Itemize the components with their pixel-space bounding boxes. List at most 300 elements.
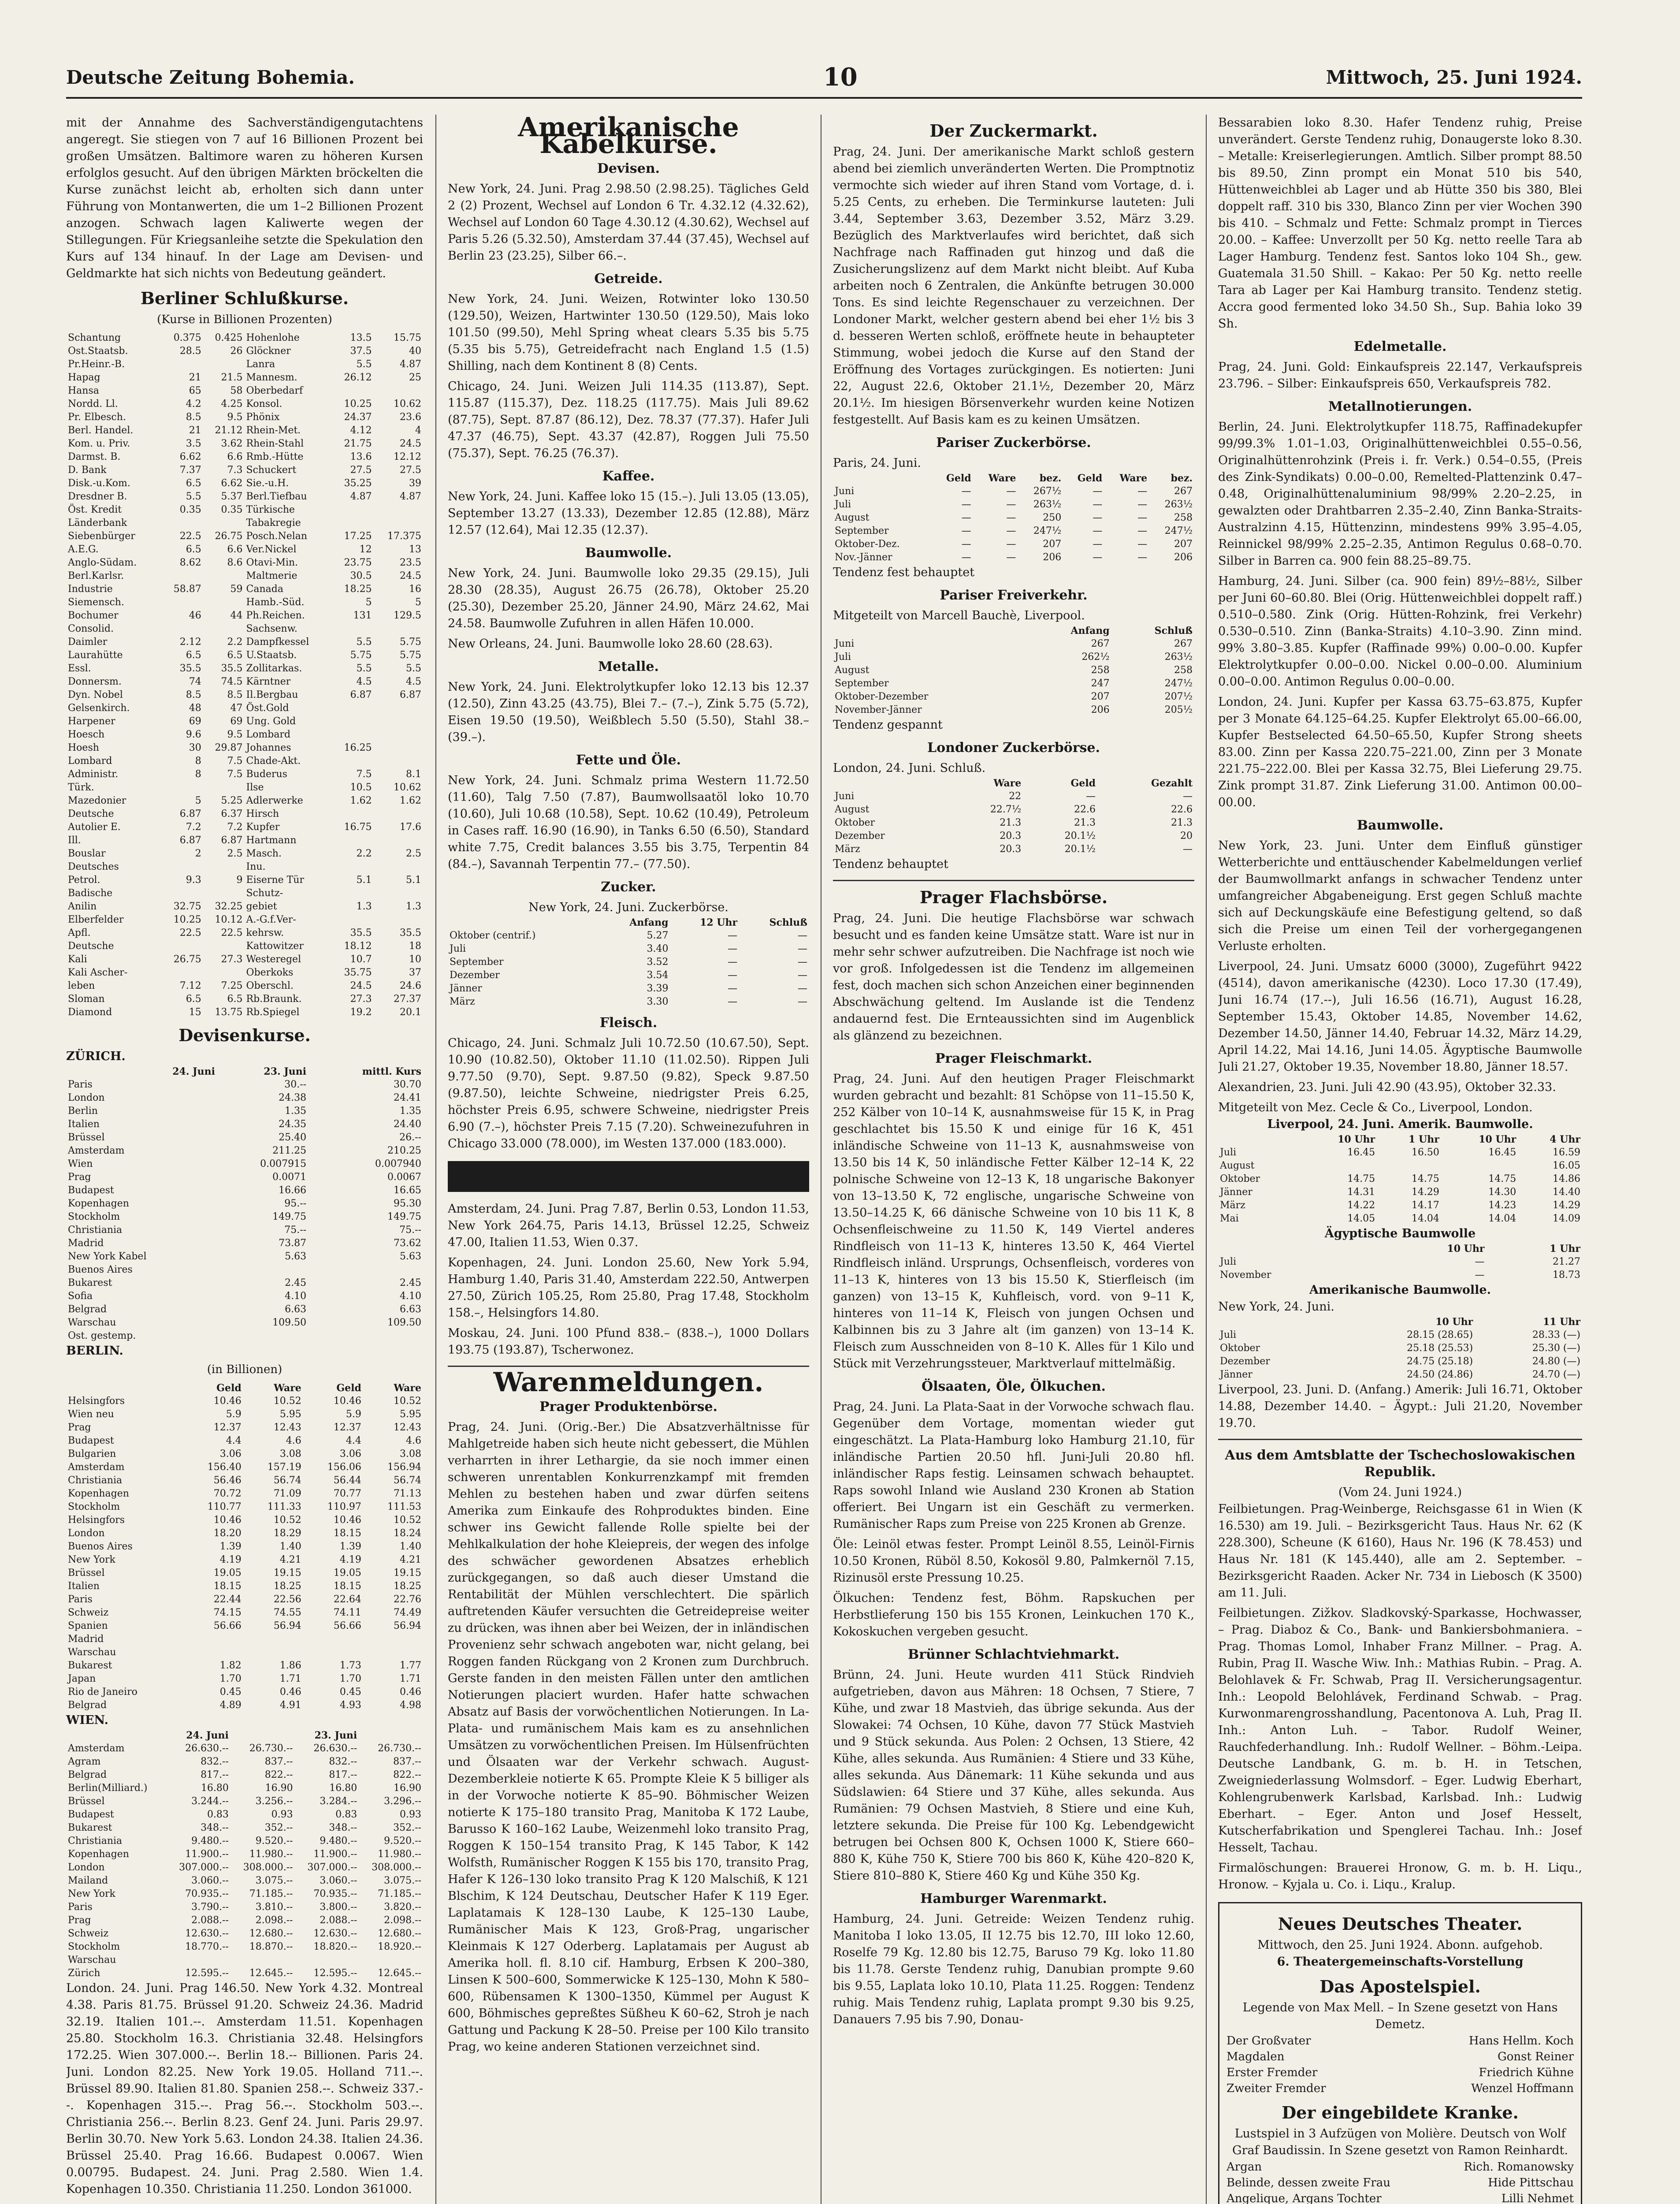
table-cell: [374, 741, 423, 755]
section-fette: Fette und Öle.: [576, 752, 681, 768]
table-cell: 2.088.--: [320, 1915, 357, 1926]
table-header-cell: Schluß: [769, 917, 807, 928]
table-cell: Siemensch.: [68, 597, 124, 608]
table-cell: 13.75: [215, 1007, 243, 1018]
table-cell: 70.77: [333, 1488, 361, 1499]
table-row: [66, 1540, 423, 1553]
table-cell: 6.62: [179, 451, 201, 462]
table-cell: 6.5: [186, 650, 201, 661]
table-header-cell: [230, 1729, 295, 1742]
table-cell: 14.05: [1347, 1213, 1375, 1224]
table-cell: 4.21: [400, 1554, 421, 1565]
table-cell: 18.29: [273, 1528, 301, 1539]
paris-free-title: Pariser Freiverkehr.: [940, 588, 1088, 603]
cast-role: Argan: [1227, 2160, 1262, 2174]
table-cell: Stockholm: [68, 1211, 120, 1222]
table-cell: 22.6: [1171, 804, 1193, 815]
metal-berlin-text: Berlin, 24. Juni. Elektrolytkupfer 118.75, Raffinadekupfer 99/99.3% 1.01–1.03, Originalhüttenweichblei 0.55–0.56, Originalhüttenrohzink (Preis i. fr. Verk.) 0.54–0.55, (Preis des Zink-Syndikats) 0.00–0.00, Remelted-Plattenzink 0.47–0.48, Originalhüttenaluminium 98/99% 2.20–2.25, in gewalzten oder Drahtbarren 2.35–2.40, Zinn Banka-Straits-Australzinn 4.15, Hüttenzinn, mindestens 99% 3.95–4.05, Reinnickel 98/99% 2.25–2.35, Antimon Regulus 0.68–0.70. Silber in Barren ca. 900 fein 88.25–89.75.: [1218, 420, 1582, 568]
table-cell: 17.375: [387, 531, 421, 542]
table-cell: 5.37: [221, 491, 243, 502]
table-row: [66, 1118, 423, 1131]
table-cell: [166, 1954, 230, 1967]
table-cell: —: [1093, 486, 1103, 497]
table-cell: Lombard: [68, 756, 112, 767]
table-cell: 30.70: [394, 1079, 421, 1090]
table-cell: 28.15 (28.65): [1407, 1329, 1473, 1340]
cast-actor: Lilli Nehmet: [1501, 2192, 1574, 2204]
table-cell: 8.1: [406, 769, 421, 780]
table-cell: 10.52: [273, 1515, 301, 1526]
table-cell: Madrid: [68, 1238, 104, 1249]
table-cell: —: [1093, 525, 1103, 536]
cast-actor: Hide Pittschau: [1488, 2176, 1574, 2189]
table-cell: —: [728, 943, 738, 954]
table-row: [66, 728, 423, 741]
table-cell: 26.--: [399, 1132, 421, 1143]
table-row: [66, 1434, 423, 1448]
table-cell: [183, 1633, 243, 1646]
table-cell: [162, 570, 203, 583]
table-row: [66, 1914, 423, 1927]
table-cell: 25.18 (25.53): [1407, 1343, 1473, 1354]
table-cell: 12.645.--: [249, 1968, 293, 1979]
table-cell: Jänner: [1220, 1187, 1253, 1198]
table-cell: Maltmerie: [246, 570, 297, 581]
table-cell: 247: [1091, 678, 1110, 689]
theater-title: Neues Deutsches Theater.: [1278, 1914, 1523, 1934]
table-cell: —: [1093, 512, 1103, 523]
table-cell: 26.730.--: [249, 1743, 293, 1754]
table-row: [66, 1500, 423, 1514]
table-cell: 71.09: [273, 1488, 301, 1499]
table-row: [833, 790, 1194, 803]
flax-exchange-title: Prager Flachsbörse.: [919, 887, 1108, 907]
table-cell: 24.50 (24.86): [1407, 1369, 1473, 1380]
table-cell: [374, 503, 423, 517]
table-cell: —: [1475, 1270, 1485, 1281]
table-cell: [374, 622, 423, 636]
table-cell: [162, 622, 203, 636]
table-cell: 3.060.--: [191, 1875, 229, 1886]
table-row: [448, 942, 809, 956]
table-row: [66, 464, 423, 477]
table-cell: —: [961, 486, 971, 497]
table-header-cell: [448, 916, 599, 929]
play1-cast: [1227, 2033, 1574, 2096]
table-cell: [217, 1329, 308, 1343]
table-header-cell: [1218, 1133, 1300, 1146]
table-cell: Gelsenkirch.: [68, 703, 130, 714]
table-row: [66, 1158, 423, 1171]
table-cell: Oktober: [1220, 1343, 1260, 1354]
theater-box: [1218, 1902, 1582, 2204]
cast-actor: Rich. Romanowsky: [1464, 2160, 1574, 2174]
london-sugar-tendency: Tendenz behauptet: [833, 857, 948, 871]
table-cell: 16.50: [1411, 1147, 1439, 1158]
table-cell: Eiserne Tür: [246, 875, 304, 886]
table-cell: 8.6: [227, 557, 243, 568]
table-cell: 14.75: [1347, 1173, 1375, 1184]
table-cell: London: [68, 1528, 105, 1539]
table-cell: 16.65: [394, 1185, 421, 1196]
table-row: [66, 450, 423, 464]
table-row: [833, 830, 1194, 843]
section-separator: [833, 880, 1194, 881]
table-cell: Pr. Elbesch.: [68, 412, 126, 423]
paris-free-table: [833, 624, 1194, 717]
table-cell: 5.5: [186, 491, 201, 502]
table-cell: [332, 834, 374, 847]
table-cell: 10.52: [394, 1515, 421, 1526]
table-cell: 71.185.--: [378, 1888, 421, 1899]
table-row: [833, 664, 1194, 677]
table-cell: —: [1475, 1256, 1485, 1267]
table-row: [1218, 1355, 1582, 1368]
table-header-cell: Geld: [216, 1382, 242, 1394]
table-cell: 4.87: [400, 491, 421, 502]
table-cell: 12.37: [213, 1422, 242, 1433]
table-cell: 59: [230, 584, 243, 595]
table-row: [66, 768, 423, 781]
table-row: [66, 1927, 423, 1940]
table-cell: 16.90: [265, 1783, 293, 1794]
table-cell: 28.33 (—): [1532, 1329, 1580, 1340]
play1-sub: Legende von Max Mell. – In Szene gesetzt von Hans Demetz.: [1242, 2001, 1558, 2031]
table-cell: Paris: [68, 1079, 93, 1090]
table-cell: [374, 913, 423, 927]
table-cell: 74.55: [273, 1607, 301, 1618]
table-cell: September: [450, 957, 504, 968]
table-row: [66, 1768, 423, 1782]
table-cell: [1377, 1159, 1441, 1173]
section-separator: [1218, 1439, 1582, 1440]
table-cell: Sie.-u.H.: [246, 478, 289, 489]
berlin-closing-subtitle: (Kurse in Billionen Prozenten): [157, 313, 332, 326]
table-row: [66, 927, 423, 940]
table-cell: 348.--: [329, 1822, 357, 1833]
table-cell: 263½: [1164, 652, 1193, 663]
table-cell: Administr.: [68, 769, 119, 780]
table-cell: Mailand: [68, 1875, 108, 1886]
table-cell: 10.62: [394, 782, 421, 793]
table-cell: Sloman: [68, 994, 105, 1005]
table-cell: 16.90: [394, 1783, 421, 1794]
table-cell: [183, 1646, 243, 1659]
table-cell: Rhein-Stahl: [246, 438, 304, 449]
table-cell: Hirsch: [246, 808, 279, 819]
table-cell: 7.12: [179, 980, 201, 991]
table-row: [66, 1901, 423, 1914]
table-cell: 109.50: [387, 1317, 421, 1328]
table-cell: 5.5: [356, 637, 372, 648]
oilseed-text: Prag, 24. Juni. La Plata-Saat in der Vorwoche schwach flau. Gegenüber dem Vortage, momentan wieder gut eingeschätzt. La Plata-Hamburg loko Hamburg 21.10, für inländische Partien 20.50 hfl. Juni-Juli 20.80 hfl. inländischer Raps festig. Leinsamen schwach behauptet. Raps sowohl Inland wie Ausland 230 Kronen ab Station offeriert. Bei Ungarn ist ein Geschäft zu vermerken. Rumänischer Raps zum Preise von 225 Kronen ab Grenze.: [833, 1400, 1194, 1531]
table-cell: 18.770.--: [185, 1941, 229, 1952]
table-cell: 1.62: [400, 795, 421, 806]
table-cell: 5.5: [406, 663, 421, 674]
table-cell: —: [961, 512, 971, 523]
table-cell: 19.15: [273, 1567, 301, 1579]
table-cell: Öst. Kredit: [68, 504, 122, 515]
table-cell: —: [1093, 539, 1103, 550]
table-cell: —: [961, 499, 971, 510]
table-row: [833, 803, 1194, 816]
table-row: [66, 1782, 423, 1795]
table-cell: [203, 517, 245, 530]
table-cell: 73.62: [394, 1238, 421, 1249]
cast-actor: Friedrich Kühne: [1479, 2066, 1574, 2079]
table-cell: Belgrad: [68, 1304, 107, 1315]
table-row: [66, 1940, 423, 1954]
table-header-row: [1218, 1133, 1582, 1146]
cast-row: [1227, 2049, 1574, 2065]
meat-market-text: Prag, 24. Juni. Auf den heutigen Prager Fleischmarkt wurden gebracht und bezahlt: 81 Schöpse von 11–15.50 K, 252 Kälber von 10–14 K, ausnahmsweise für 15 K, in Prag geschlachtet bis 15.50 K und einige für 16 K, 451 inländische Schweine von 11–13 K, ausnahmsweise von 13.50 bis 14 K, 50 inländische Fetter Kälber 12–14 K, 22 polnische Schweine von 12–13 K, 18 ungarische Bakonyer von 13–13.50 K, 72 englische, ungarische Schweine von 13.50–14.25 K, 66 dänische Schweine von 10 bis 11 K, 8 Ochsenfleischweine zu 11.50 K, 149 Viertel anderes Rindfleisch von 11–13 K, hinteres 13.50 K, 464 Viertel Rindfleisch inländ. Ursprungs, Ochsenfleisch, vorderes von 11–13 K, hinteres von 13 bis 15.50 K, Stierfleisch (im ganzen) von 13–15 K, Kuhfleisch, vord. von 9–11 K, hinteres von 11–14 K, Fleisch von jungen Ochsen und Kalbinnen bis zu 3 Jahre alt (im ganzen) von 13–14 K. Fleisch zum Ausschneiden von 8–10 K. Alles für 1 Kilo und Stück mit Verzehrungssteuer, Marktverlauf mittelmäßig.: [833, 1072, 1194, 1370]
table-row: [66, 1755, 423, 1768]
table-row: [66, 1461, 423, 1474]
table-cell: 13: [409, 544, 421, 555]
table-cell: 6.87: [179, 835, 201, 846]
table-cell: 1.73: [339, 1660, 361, 1671]
table-row: [66, 874, 423, 887]
table-cell: Oktober-Dezember: [835, 691, 929, 702]
table-cell: [374, 887, 423, 900]
table-cell: [203, 358, 245, 371]
table-cell: 26.75: [173, 954, 201, 965]
table-cell: 7.5: [227, 756, 243, 767]
table-cell: Wien neu: [68, 1409, 114, 1420]
table-cell: [203, 860, 245, 874]
table-header-row: [833, 472, 1194, 485]
table-cell: 157.19: [267, 1462, 301, 1473]
table-cell: 1.86: [279, 1660, 301, 1671]
table-cell: 22.76: [394, 1594, 421, 1605]
table-cell: 11.980.--: [378, 1849, 421, 1860]
table-cell: 5.25: [221, 795, 243, 806]
table-cell: 21.3: [1000, 817, 1022, 828]
table-cell: —: [1137, 486, 1148, 497]
table-cell: Juli: [835, 652, 851, 663]
table-cell: Amsterdam: [68, 1462, 125, 1473]
table-cell: Adlerwerke: [246, 795, 303, 806]
devisen-title: Devisenkurse.: [178, 1025, 311, 1045]
cotton-title: Baumwolle.: [1357, 818, 1444, 833]
table-cell: 111.53: [387, 1501, 421, 1512]
table-cell: 56.46: [213, 1475, 242, 1486]
table-cell: 32.75: [173, 901, 201, 912]
table-cell: 12.680.--: [378, 1928, 421, 1939]
table-header-cell: [359, 1729, 423, 1742]
cast-actor: Gonst Reiner: [1497, 2050, 1574, 2063]
table-cell: Öst.Gold: [246, 703, 289, 714]
table-cell: —: [1006, 539, 1016, 550]
table-cell: 3.075.--: [255, 1875, 293, 1886]
table-cell: 35.75: [344, 967, 372, 978]
market-intro: mit der Annahme des Sachverständigengutachtens angeregt. Sie stiegen von 7 auf 16 Billionen Prozent bei großen Umsätzen. Baltimore waren zu höheren Kursen erfolglos gesucht. Auf den übrigen Märkten bröckelten die Kurse zunächst leicht ab, erholten sich dann unter Führung von Montanwerten, die um 1–2 Billionen Prozent anzogen. Schwach lagen Kaliwerte wegen der Stillegungen. Für Kriegsanleihe setzte die Spekulation den Kurs auf 134 hinauf. In der Lage am Devisen- und Geldmarkte hat sich nichts von Bedeutung geändert.: [66, 116, 423, 280]
table-cell: Deutsche: [68, 941, 114, 952]
table-cell: 2.45: [285, 1277, 307, 1288]
table-cell: [374, 384, 423, 398]
table-cell: Consolid.: [68, 623, 114, 634]
table-cell: 26: [230, 346, 243, 357]
zucker-subtitle: New York, 24. Juni. Zuckerbörse.: [528, 901, 728, 914]
table-cell: 3.284.--: [320, 1796, 357, 1807]
section-zucker: Zucker.: [601, 879, 656, 895]
table-row: [66, 741, 423, 755]
table-cell: Deutsche: [68, 808, 114, 819]
official-gazette-date: (Vom 24. Juni 1924.): [1338, 1485, 1462, 1499]
london-sugar-sub: London, 24. Juni. Schluß.: [833, 761, 986, 775]
table-cell: 4.12: [350, 425, 372, 436]
table-cell: 7.37: [179, 465, 201, 476]
table-cell: —: [961, 552, 971, 563]
table-row: [66, 1408, 423, 1421]
wien-label: WIEN.: [66, 1713, 108, 1727]
table-cell: 206: [1091, 704, 1110, 715]
table-cell: 1.40: [400, 1541, 421, 1552]
table-cell: 0.93: [400, 1809, 421, 1820]
table-header-cell: bez.: [1039, 473, 1062, 484]
alexandria-text: Alexandrien, 23. Juni. Juli 42.90 (43.95), Oktober 32.33.: [1218, 1080, 1556, 1094]
table-cell: Prag: [68, 1172, 91, 1183]
paris-free-sub: Mitgeteilt von Marcell Bauchè, Liverpool.: [833, 609, 1085, 622]
table-cell: 1.3: [406, 901, 421, 912]
table-cell: 21.27: [1553, 1256, 1580, 1267]
table-cell: 10.25: [344, 398, 372, 410]
table-row: [66, 384, 423, 398]
table-cell: Autolier E.: [68, 822, 121, 833]
table-cell: —: [1006, 486, 1016, 497]
table-cell: 3.40: [647, 943, 669, 954]
table-cell: Schweiz: [68, 1928, 109, 1939]
cast-row: [1227, 2065, 1574, 2081]
table-row: [833, 843, 1194, 856]
berlin-devisen-sub: (in Billionen): [207, 1363, 282, 1376]
table-cell: New York: [68, 1888, 115, 1899]
table-row: [448, 995, 809, 1009]
table-cell: leben: [68, 980, 95, 991]
table-cell: 348.--: [201, 1822, 229, 1833]
table-cell: 14.23: [1488, 1200, 1516, 1211]
table-row: [66, 1224, 423, 1237]
table-cell: 6.62: [221, 478, 243, 489]
table-header-row: [448, 916, 809, 929]
table-cell: 2.5: [406, 848, 421, 859]
table-cell: 26.75: [215, 531, 243, 542]
table-cell: 5: [195, 795, 201, 806]
table-row: [66, 609, 423, 622]
table-cell: Dresdner B.: [68, 491, 127, 502]
table-cell: März: [1220, 1200, 1245, 1211]
table-cell: 3.256.--: [255, 1796, 293, 1807]
table-cell: 37.5: [350, 346, 372, 357]
table-cell: 2.45: [400, 1277, 421, 1288]
table-header-cell: 24. Juni: [172, 1066, 215, 1077]
table-cell: 71.13: [394, 1488, 421, 1499]
table-cell: 70.935.--: [185, 1888, 229, 1899]
table-cell: Mai: [1220, 1213, 1239, 1224]
table-cell: —: [1183, 844, 1193, 855]
table-cell: 5.27: [647, 930, 669, 941]
table-cell: 35.5: [350, 927, 372, 938]
table-cell: Zollitarkas.: [246, 663, 302, 674]
section-devisen: Devisen.: [597, 161, 660, 176]
cast-role: Der Großvater: [1227, 2034, 1311, 2048]
table-row: [66, 331, 423, 345]
table-cell: Bochumer: [68, 610, 119, 621]
table-cell: Posch.Nelan: [246, 531, 308, 542]
table-cell: 6.37: [221, 808, 243, 819]
table-row: [833, 651, 1194, 664]
table-cell: 4.91: [279, 1700, 301, 1711]
table-cell: 22.5: [221, 927, 243, 938]
table-cell: —: [728, 930, 738, 941]
table-cell: 5.9: [226, 1409, 242, 1420]
table-cell: [332, 860, 374, 874]
table-cell: Juni: [835, 791, 855, 802]
table-cell: Brüssel: [68, 1567, 105, 1579]
table-cell: —: [1137, 525, 1148, 536]
table-cell: Kali Ascher-: [68, 967, 128, 978]
table-cell: 46: [189, 610, 201, 621]
table-row: [66, 1487, 423, 1500]
table-cell: 22.44: [213, 1594, 242, 1605]
table-row: [66, 345, 423, 358]
table-cell: August: [835, 512, 870, 523]
table-cell: 0.83: [335, 1809, 357, 1820]
table-cell: 70.935.--: [313, 1888, 357, 1899]
table-cell: [162, 966, 203, 979]
table-row: [66, 1848, 423, 1861]
table-row: [66, 636, 423, 649]
table-cell: Chade-Akt.: [246, 756, 301, 767]
table-cell: 9.6: [186, 729, 201, 740]
table-cell: Türkische: [246, 504, 295, 515]
liverpool-text: Liverpool, 24. Juni. Umsatz 6000 (3000), Zugeführt 9422 (4514), davon amerikanische (4230). Loco 17.30 (17.49), Juni 16.74 (17.--), Juli 16.56 (16.71), August 16.28, September 15.43, Oktober 14.85, November 14.62, Dezember 14.50, Jänner 14.40, Februar 14.32, März 14.29, April 14.22, Mai 14.16, Juni 14.05. Ägyptische Baumwolle Juli 21.27, Oktober 19.35, November 18.80, Jänner 18.57.: [1218, 960, 1582, 1074]
table-row: [1218, 1255, 1582, 1269]
table-cell: [308, 1263, 423, 1277]
table-cell: 30: [189, 742, 201, 753]
table-cell: 206: [1174, 552, 1193, 563]
table-cell: Berl. Handel.: [68, 425, 134, 436]
table-row: [833, 525, 1194, 538]
table-row: [66, 1105, 423, 1118]
table-cell: [162, 887, 203, 900]
table-row: [1218, 1146, 1582, 1159]
table-cell: 11.900.--: [313, 1849, 357, 1860]
table-cell: 14.75: [1411, 1173, 1439, 1184]
table-cell: November: [1220, 1270, 1271, 1281]
table-cell: —: [1137, 539, 1148, 550]
table-cell: Kopenhagen: [68, 1488, 129, 1499]
table-cell: 69: [189, 716, 201, 727]
table-cell: London: [68, 1862, 105, 1873]
table-row: [448, 956, 809, 969]
table-row: [66, 1237, 423, 1250]
table-cell: 3.08: [400, 1448, 421, 1459]
table-header-cell: 23. Juni: [264, 1066, 307, 1077]
table-cell: Bulgarien: [68, 1448, 116, 1459]
table-cell: 75.--: [399, 1225, 421, 1236]
table-cell: [332, 702, 374, 715]
table-cell: 6.5: [227, 994, 243, 1005]
table-cell: [374, 860, 423, 874]
table-cell: 22.5: [179, 927, 201, 938]
hamburg-market-title: Hamburger Warenmarkt.: [920, 1891, 1107, 1906]
table-row: [66, 1078, 423, 1091]
table-row: [66, 1006, 423, 1019]
table-row: [66, 1619, 423, 1633]
table-cell: 19.05: [333, 1567, 361, 1579]
table-cell: —: [798, 957, 807, 968]
